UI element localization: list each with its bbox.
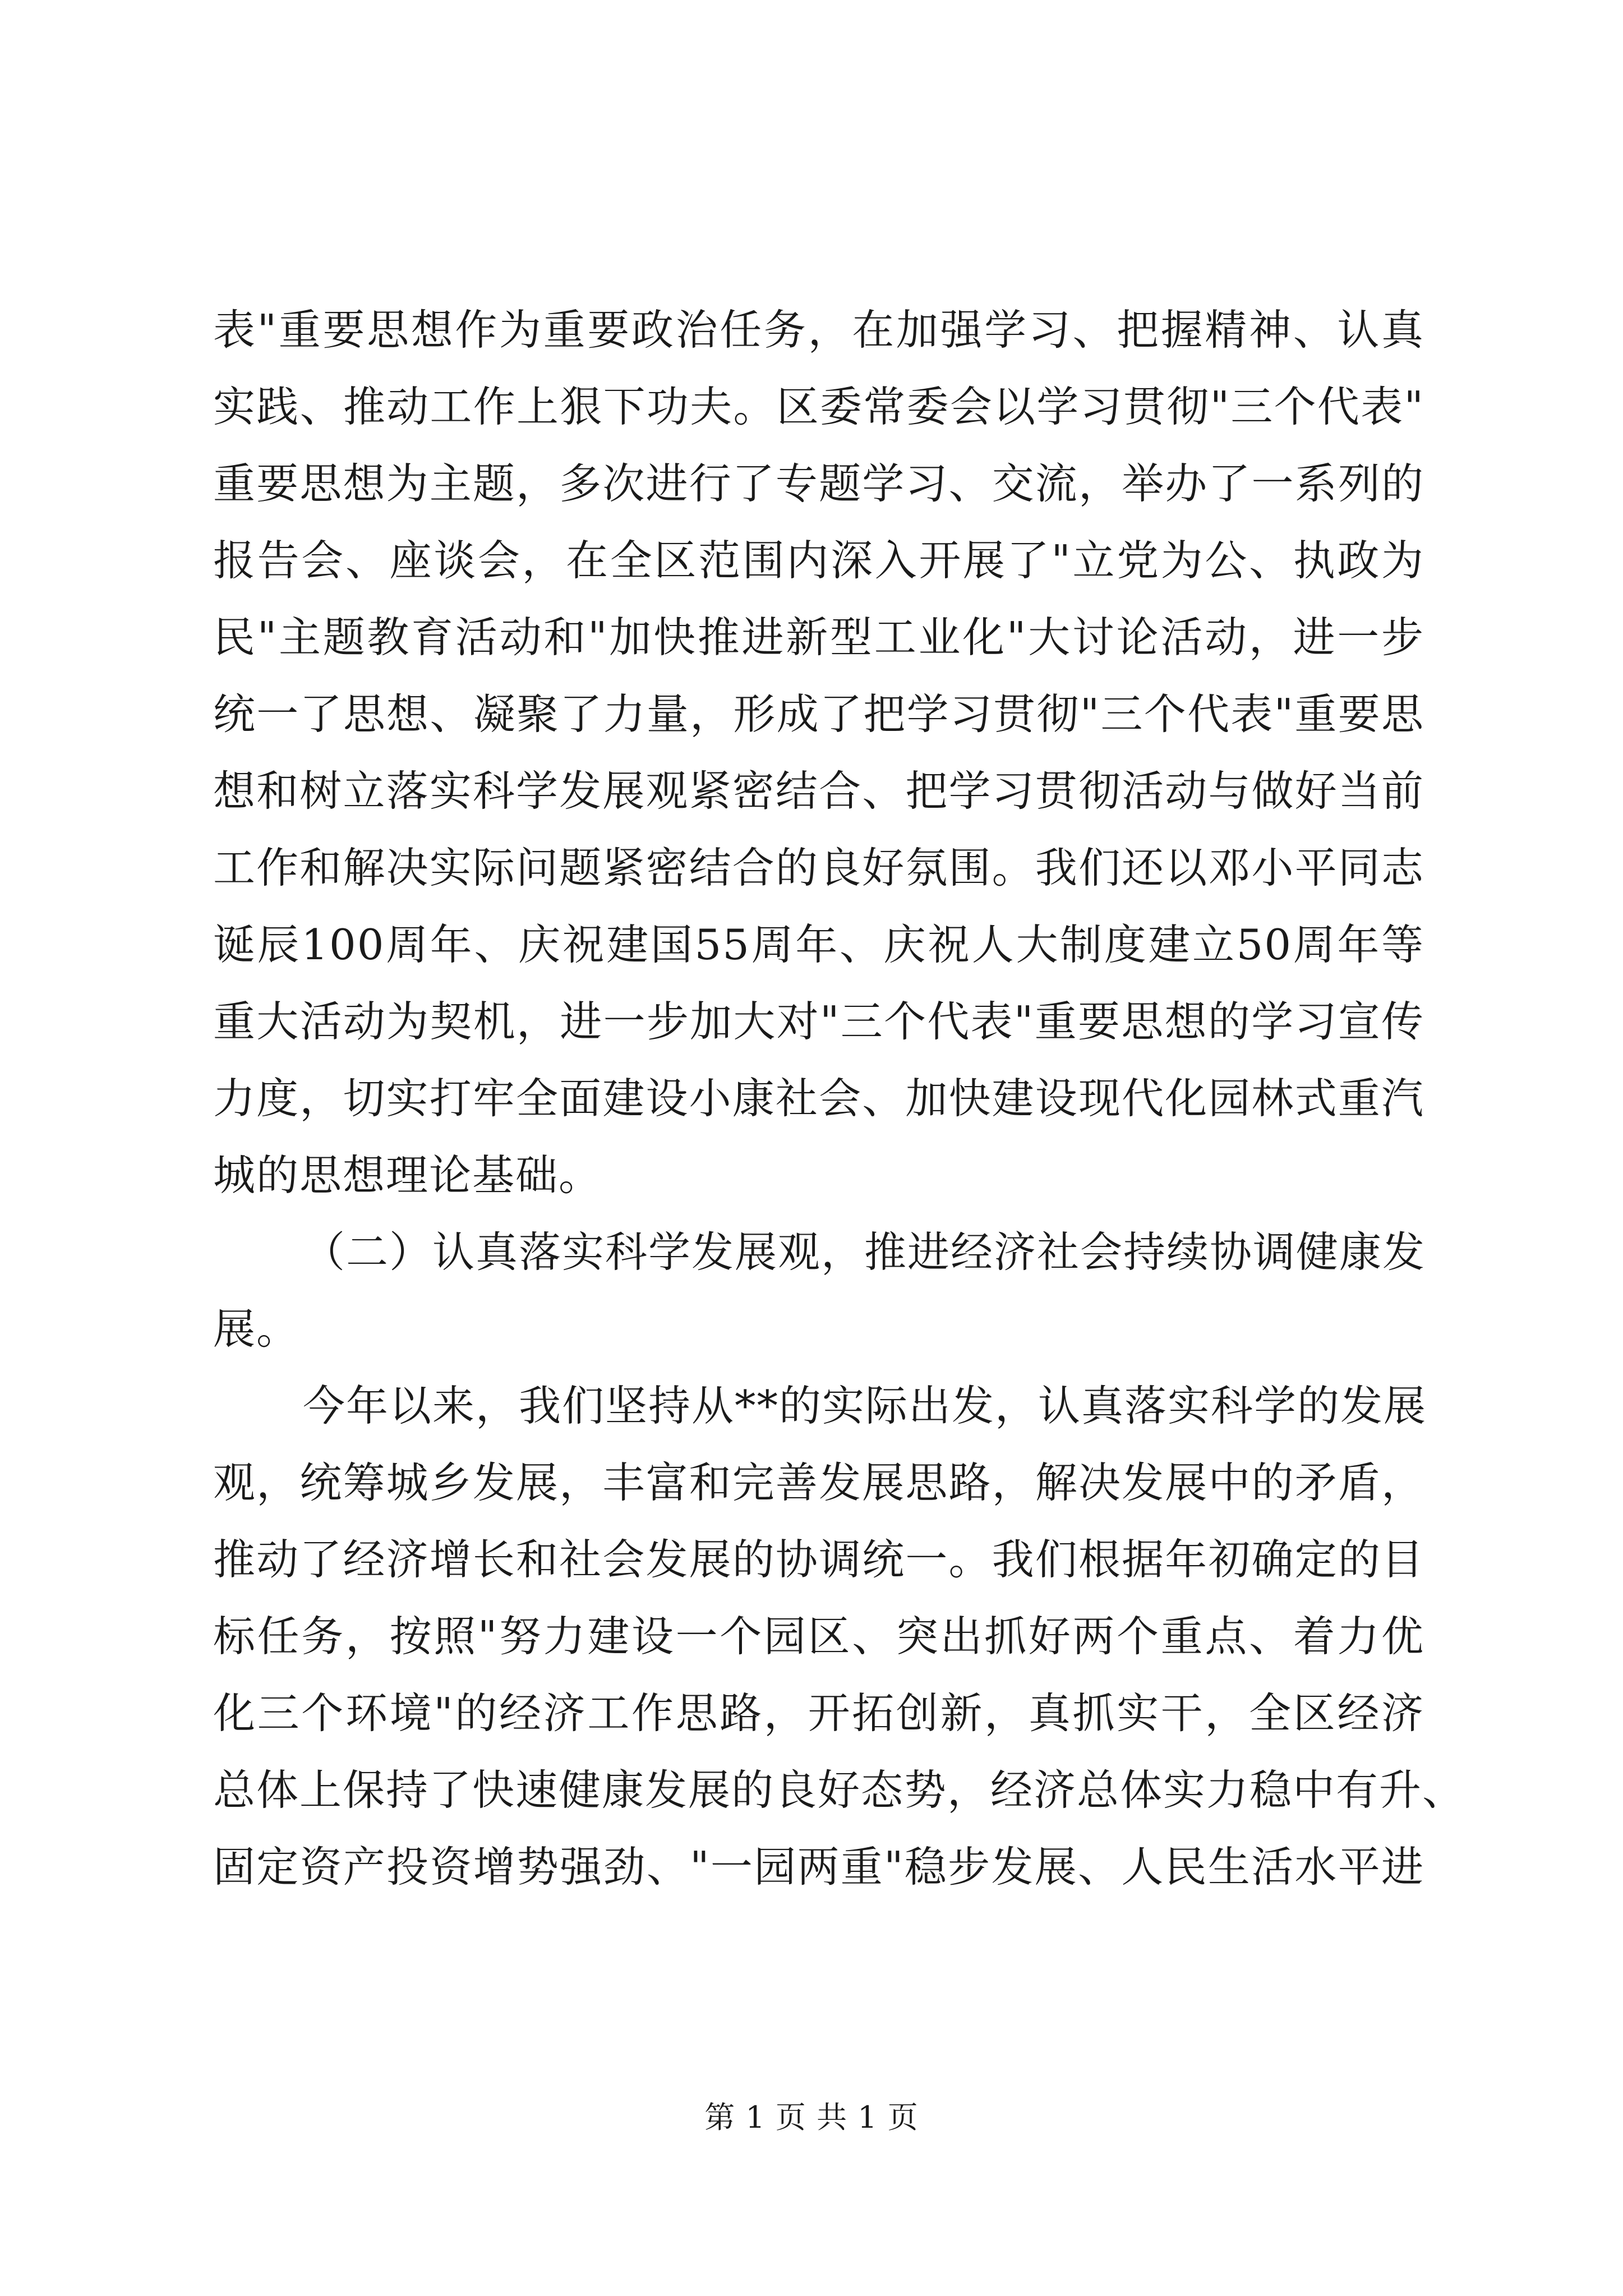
text-line: 工作和解决实际问题紧密结合的良好氛围。我们还以邓小平同志 (213, 843, 1424, 892)
text-line: 今年以来，我们坚持从**的实际出发，认真落实科学的发展 (303, 1381, 1427, 1430)
text-line: 力度，切实打牢全面建设小康社会、加快建设现代化园林式重汽 (213, 1074, 1424, 1123)
text-line: 重要思想为主题，多次进行了专题学习、交流，举办了一系列的 (213, 459, 1424, 508)
text-line: 表"重要思想作为重要政治任务，在加强学习、把握精神、认真 (213, 305, 1424, 355)
section-heading: （二）认真落实科学发展观，推进经济社会持续协调健康发 (303, 1227, 1426, 1277)
text-line: 固定资产投资增势强劲、"一园两重"稳步发展、人民生活水平进 (213, 1842, 1424, 1892)
text-line: 民"主题教育活动和"加快推进新型工业化"大讨论活动，进一步 (213, 613, 1424, 662)
text-line: 标任务，按照"努力建设一个园区、突出抓好两个重点、着力优 (213, 1612, 1424, 1661)
text-line: 报告会、座谈会，在全区范围内深入开展了"立党为公、执政为 (213, 536, 1424, 585)
document-body (213, 292, 1466, 1906)
text-line: 实践、推动工作上狠下功夫。区委常委会以学习贯彻"三个代表" (213, 382, 1424, 431)
text-line: 诞辰100周年、庆祝建国55周年、庆祝人大制度建立50周年等 (213, 920, 1424, 969)
text-line: 重大活动为契机，进一步加大对"三个代表"重要思想的学习宣传 (213, 997, 1424, 1046)
text-line: 想和树立落实科学发展观紧密结合、把学习贯彻活动与做好当前 (213, 766, 1424, 816)
text-line: 总体上保持了快速健康发展的良好态势，经济总体实力稳中有升、 (213, 1765, 1466, 1815)
text-line: 化三个环境"的经济工作思路，开拓创新，真抓实干，全区经济 (213, 1688, 1424, 1738)
text-line: 城的思想理论基础。 (213, 1151, 602, 1200)
page-footer (0, 2098, 1623, 2137)
page-number-label: 第 1 页 共 1 页 (704, 2100, 919, 2135)
text-line: 观，统筹城乡发展，丰富和完善发展思路，解决发展中的矛盾， (213, 1458, 1424, 1507)
section-heading-continued: 展。 (213, 1304, 300, 1354)
text-line: 统一了思想、凝聚了力量，形成了把学习贯彻"三个代表"重要思 (213, 689, 1424, 739)
text-line: 推动了经济增长和社会发展的协调统一。我们根据年初确定的目 (213, 1535, 1424, 1584)
